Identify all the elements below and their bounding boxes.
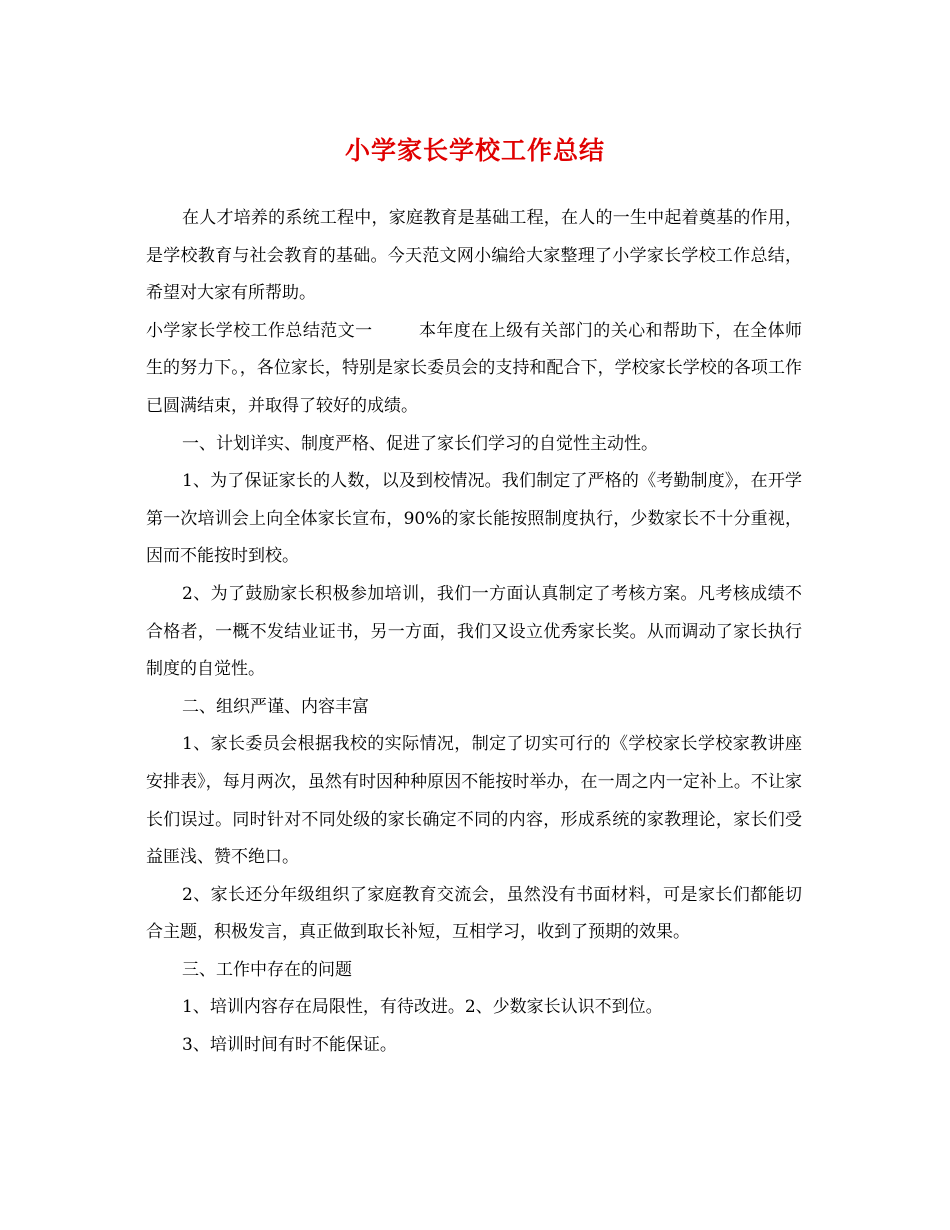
- sample-intro-text: 本年度在上级有关部门的关心和帮助下，在全体师生的努力下。，各位家长，特别是家长委员会的支持和配合下，学校家长学校的各项工作已圆满结束，并取得了较好的成绩。: [146, 320, 803, 416]
- section-2-heading: 二、组织严谨、内容丰富: [182, 696, 369, 717]
- sample-label: 小学家长学校工作总结范文一: [146, 320, 373, 341]
- section-1-item-2: 2、为了鼓励家长积极参加培训，我们一方面认真制定了考核方案。凡考核成绩不合格者，一概不发结业证书，另一方面，我们又设立优秀家长奖。从而调动了家长执行制度的自觉性。: [146, 583, 802, 680]
- section-1-heading: 一、计划详实、制度严格、促进了家长们学习的自觉性主动性。: [182, 433, 658, 454]
- document-body: [146, 200, 802, 1065]
- document-title: 小学家长学校工作总结: [344, 136, 605, 165]
- intro-paragraph: 在人才培养的系统工程中，家庭教育是基础工程，在人的一生中起着奠基的作用，是学校教育与社会教育的基础。今天范文网小编给大家整理了小学家长学校工作总结，希望对大家有所帮助。: [146, 208, 802, 304]
- section-3-item-1: 1、培训内容存在局限性，有待改进。2、少数家长认识不到位。: [182, 997, 663, 1018]
- section-3-heading: 三、工作中存在的问题: [182, 959, 352, 980]
- section-2-item-1: 1、家长委员会根据我校的实际情况，制定了切实可行的《学校家长学校家教讲座安排表》，每月两次，虽然有时因种种原因不能按时举办，在一周之内一定补上。不让家长们误过。同时针对不同处级的家长确定不同的内容，形成系统的家教理论，家长们受益匪浅、赞不绝口。: [146, 734, 802, 868]
- section-3-item-2: 3、培训时间有时不能保证。: [182, 1035, 397, 1056]
- sample-intro-paragraph: [146, 313, 802, 426]
- section-1-item-1: 1、为了保证家长的人数，以及到校情况。我们制定了严格的《考勤制度》，在开学第一次培训会上向全体家长宣布，90%的家长能按照制度执行，少数家长不十分重视，因而不能按时到校。: [146, 471, 802, 567]
- section-2-item-2: 2、家长还分年级组织了家庭教育交流会，虽然没有书面材料，可是家长们都能切合主题，积极发言，真正做到取长补短，互相学习，收到了预期的效果。: [146, 884, 802, 943]
